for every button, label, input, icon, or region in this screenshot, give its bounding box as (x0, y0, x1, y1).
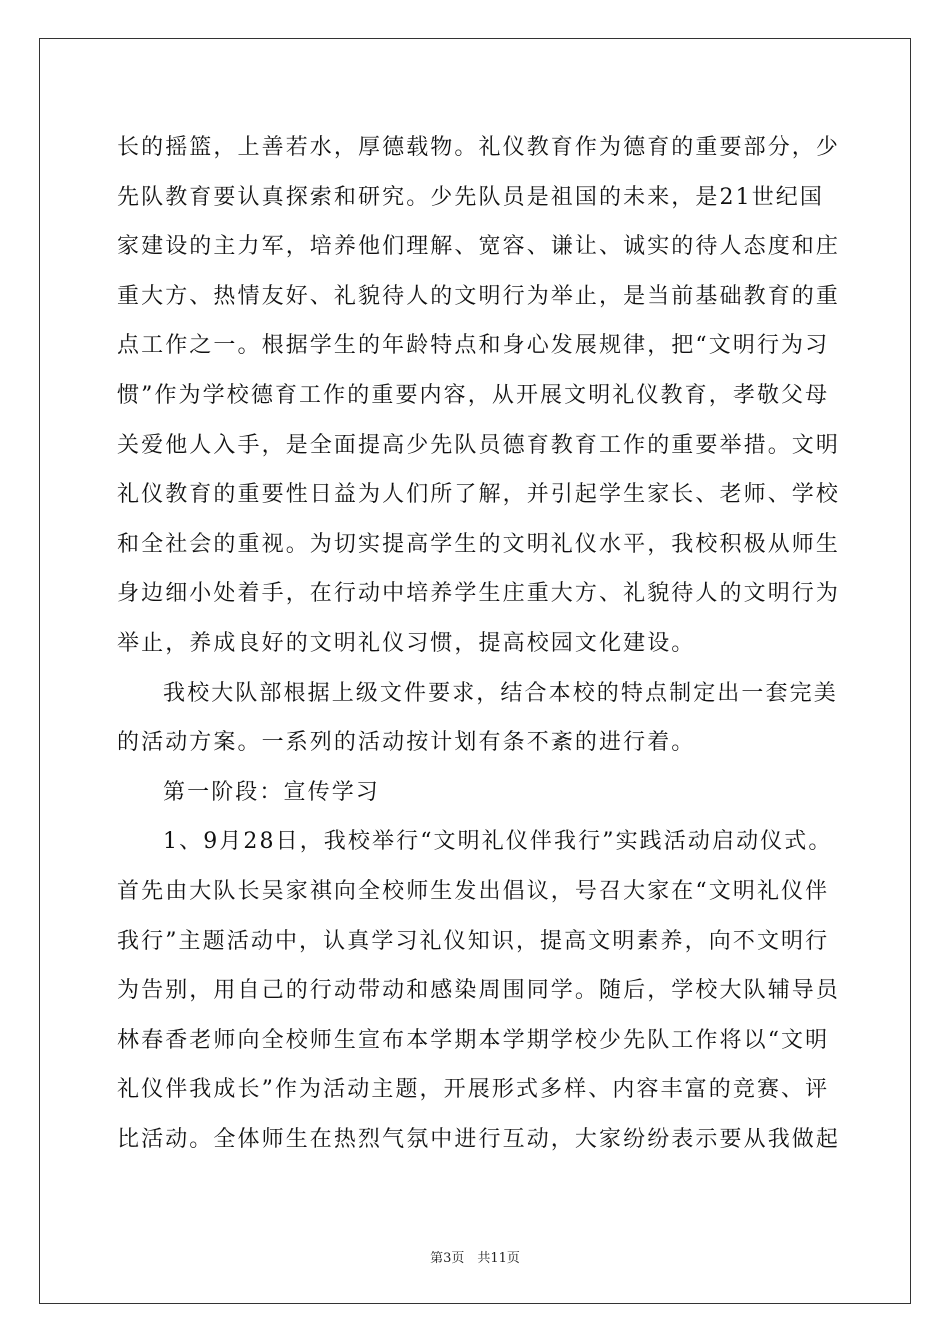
text-line: 惯”作为学校德育工作的重要内容，从开展文明礼仪教育，孝敬父母 (117, 382, 830, 408)
text-line: 关爱他人入手，是全面提高少先队员德育教育工作的重要举措。文明 (117, 432, 841, 458)
text-line: 家建设的主力军，培养他们理解、宽容、谦让、诚实的待人态度和庄 (117, 234, 841, 260)
text-line: 比活动。全体师生在热烈气氛中进行互动，大家纷纷表示要从我做起 (117, 1126, 841, 1152)
text-line: 先队教育要认真探索和研究。少先队员是祖国的未来，是21世纪国 (117, 184, 824, 210)
paragraph-start-line: 1、9月28日，我校举行“文明礼仪伴我行”实践活动启动仪式。 (163, 829, 833, 855)
page-number-footer: 第3页 共11页 (430, 1251, 520, 1266)
document-body (117, 123, 841, 1164)
text-line: 和全社会的重视。为切实提高学生的文明礼仪水平，我校积极从师生 (117, 531, 841, 557)
text-line: 举止，养成良好的文明礼仪习惯，提高校园文化建设。 (117, 630, 696, 656)
text-line: 礼仪教育的重要性日益为人们所了解，并引起学生家长、老师、学校 (117, 482, 841, 508)
text-line: 林春香老师向全校师生宣布本学期本学期学校少先队工作将以“文明 (117, 1027, 830, 1053)
text-line: 身边细小处着手，在行动中培养学生庄重大方、礼貌待人的文明行为 (117, 581, 841, 607)
text-line: 礼仪伴我成长”作为活动主题，开展形式多样、内容丰富的竞赛、评 (117, 1077, 830, 1103)
text-line: 我行”主题活动中，认真学习礼仪知识，提高文明素养，向不文明行 (117, 928, 830, 954)
text-line: 长的摇篮，上善若水，厚德载物。礼仪教育作为德育的重要部分，少 (117, 135, 841, 160)
text-line: 重大方、热情友好、礼貌待人的文明行为举止，是当前基础教育的重 (117, 283, 841, 309)
text-line: 首先由大队长吴家祺向全校师生发出倡议，号召大家在“文明礼仪伴 (117, 878, 830, 904)
text-line: 为告别，用自己的行动带动和感染周围同学。随后，学校大队辅导员 (117, 978, 841, 1004)
paragraph-start-line: 我校大队部根据上级文件要求，结合本校的特点制定出一套完美 (163, 680, 838, 706)
section-heading: 第一阶段：宣传学习 (163, 779, 380, 805)
text-line: 的活动方案。一系列的活动按计划有条不紊的进行着。 (117, 730, 696, 756)
text-line: 点工作之一。根据学生的年龄特点和身心发展规律，把“文明行为习 (117, 333, 830, 359)
